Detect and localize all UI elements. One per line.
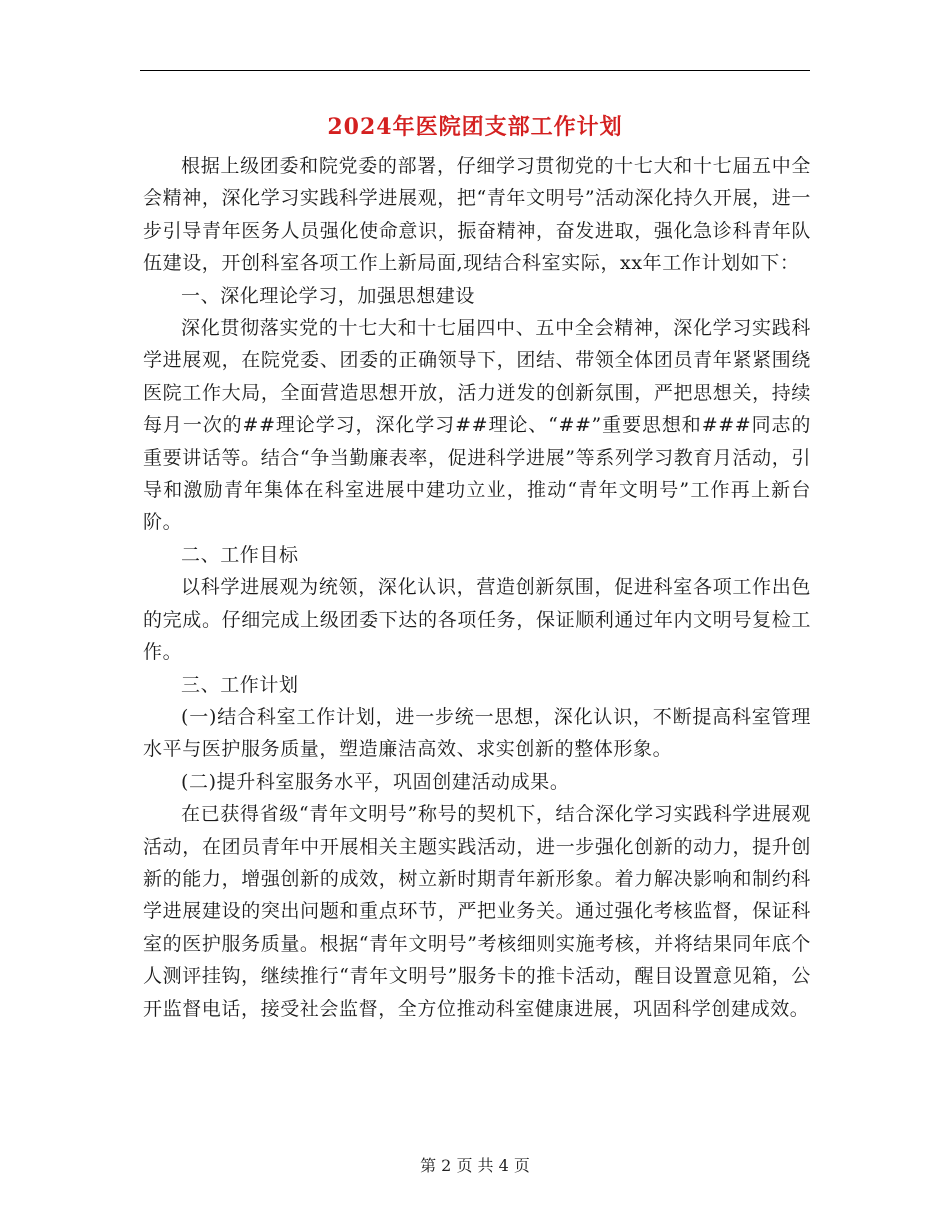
document-body — [143, 150, 811, 1025]
intro-paragraph: 根据上级团委和院党委的部署，仔细学习贯彻党的十七大和十七届五中全会精神，深化学习实践科学进展观，把“青年文明号”活动深化持久开展，进一步引导青年医务人员强化使命意识，振奋精神，奋发进取，强化急诊科青年队伍建设，开创科室各项工作上新局面,现结合科室实际，xx年工作计划如下： — [143, 155, 811, 275]
section-2-paragraph: 以科学进展观为统领，深化认识，营造创新氛围，促进科室各项工作出色的完成。仔细完成上级团委下达的各项任务，保证顺利通过年内文明号复检工作。 — [143, 576, 811, 664]
plan-item-1: (一)结合科室工作计划，进一步统一思想，深化认识，不断提高科室管理水平与医护服务质量，塑造廉洁高效、求实创新的整体形象。 — [143, 705, 811, 761]
header-divider — [140, 70, 810, 71]
section-heading-3: 三、工作计划 — [181, 673, 299, 696]
plan-item-2-paragraph: 在已获得省级“青年文明号”称号的契机下，结合深化学习实践科学进展观活动，在团员青年中开展相关主题实践活动，进一步强化创新的动力，提升创新的能力，增强创新的成效，树立新时期青年新形象。着力解决影响和制约科学进展建设的突出问题和重点环节，严把业务关。通过强化考核监督，保证科室的医护服务质量。根据“青年文明号”考核细则实施考核，并将结果同年底个人测评挂钩，继续推行“青年文明号”服务卡的推卡活动，醒目设置意见箱，公开监督电话，接受社会监督，全方位推动科室健康进展，巩固科学创建成效。 — [143, 803, 811, 1020]
section-heading-1: 一、深化理论学习，加强思想建设 — [181, 284, 476, 307]
plan-item-2: (二)提升科室服务水平，巩固创建活动成果。 — [181, 770, 570, 793]
section-1-paragraph: 深化贯彻落实党的十七大和十七届四中、五中全会精神，深化学习实践科学进展观，在院党委、团委的正确领导下，团结、带领全体团员青年紧紧围绕医院工作大局，全面营造思想开放，活力迸发的创新氛围，严把思想关，持续每月一次的##理论学习，深化学习##理论、“##”重要思想和###同志的重要讲话等。结合“争当勤廉表率，促进科学进展”等系列学习教育月活动，引导和激励青年集体在科室进展中建功立业，推动“青年文明号”工作再上新台阶。 — [143, 317, 811, 534]
page-number: 第 2 页 共 4 页 — [420, 1156, 530, 1175]
document-title: 2024年医院团支部工作计划 — [327, 114, 623, 140]
section-heading-2: 二、工作目标 — [181, 543, 299, 566]
